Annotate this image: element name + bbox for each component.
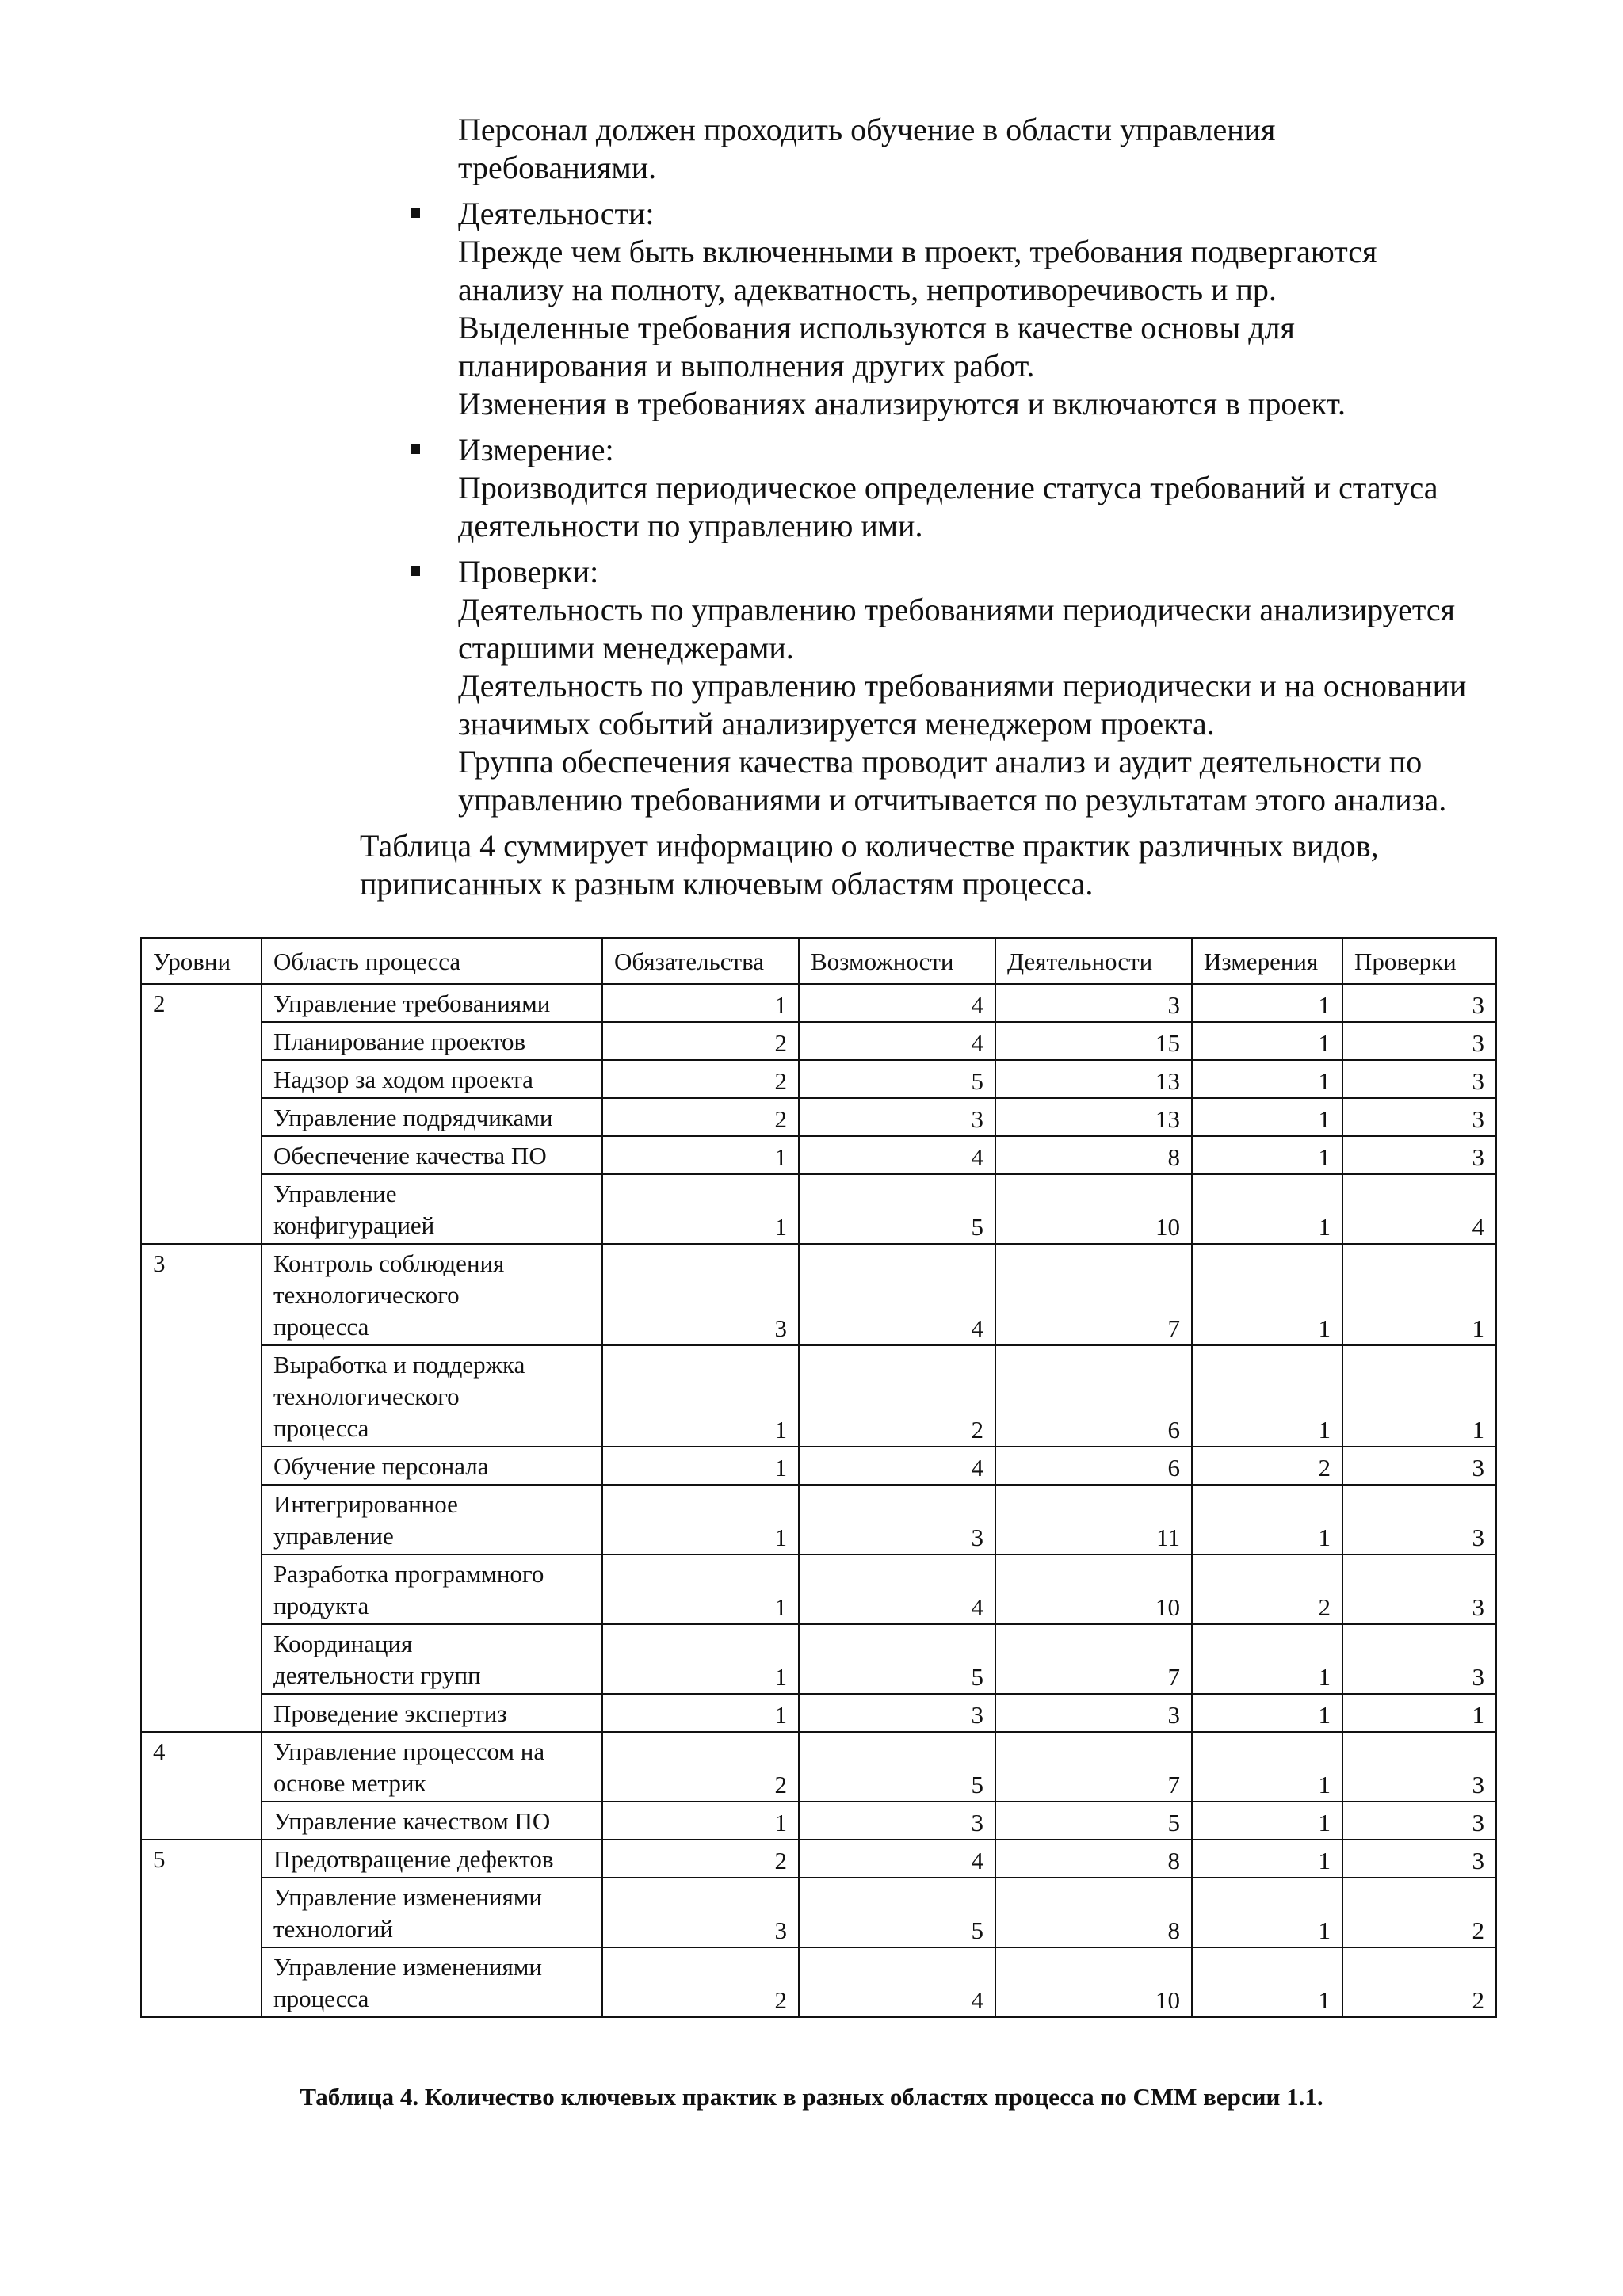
value-cell: 10: [995, 1947, 1192, 2017]
process-area-line: Управление процессом на: [273, 1737, 545, 1765]
process-area-line: процесса: [273, 1414, 369, 1442]
value-cell: 2: [602, 1947, 799, 2017]
table-row: [141, 1624, 1496, 1694]
value-cell: 1: [1192, 1878, 1342, 1947]
value-cell: 8: [995, 1136, 1192, 1174]
process-area-cell: [262, 984, 602, 1022]
bullet-title: Деятельности:: [458, 196, 655, 231]
value-cell: 3: [1342, 1624, 1496, 1694]
value-cell: 13: [995, 1060, 1192, 1098]
value-cell: 4: [799, 1947, 995, 2017]
value-cell: 1: [1192, 1694, 1342, 1732]
process-area-cell: [262, 1098, 602, 1136]
value-cell: 4: [799, 1022, 995, 1060]
practices-table: [140, 937, 1497, 2018]
value-cell: 1: [1342, 1244, 1496, 1345]
value-cell: 3: [1342, 1485, 1496, 1554]
table-caption: Таблица 4. Количество ключевых практик в разных областях процесса по CMM версии 1.1.: [300, 2083, 1323, 2111]
intro-line: требованиями.: [458, 150, 657, 185]
bullet-line: управлению требованиями и отчитывается по результатам этого анализа.: [458, 782, 1447, 818]
intro-line: Персонал должен проходить обучение в области управления: [458, 112, 1276, 147]
value-cell: 1: [1192, 1485, 1342, 1554]
process-area-cell: [262, 1694, 602, 1732]
value-cell: 1: [1192, 1098, 1342, 1136]
value-cell: 7: [995, 1624, 1192, 1694]
process-area-cell: [262, 1244, 602, 1345]
level-cell: 2: [141, 984, 262, 1244]
value-cell: 3: [995, 1694, 1192, 1732]
value-cell: 1: [602, 984, 799, 1022]
bullet-line: Прежде чем быть включенными в проект, требования подвергаются: [458, 234, 1377, 269]
process-area-line: процесса: [273, 1313, 369, 1341]
value-cell: 3: [1342, 1098, 1496, 1136]
value-cell: 5: [799, 1174, 995, 1244]
value-cell: 4: [1342, 1174, 1496, 1244]
value-cell: 5: [799, 1624, 995, 1694]
bullet-measurement: [0, 431, 1623, 545]
process-area-cell: [262, 1840, 602, 1878]
column-header: Возможности: [799, 938, 995, 984]
bullet-line: значимых событий анализируется менеджером проекта.: [458, 706, 1215, 742]
process-area-line: Координация: [273, 1630, 413, 1657]
table-row: [141, 1447, 1496, 1485]
table-row: [141, 1878, 1496, 1947]
process-area-line: деятельности групп: [273, 1661, 481, 1689]
process-area-cell: [262, 1345, 602, 1447]
process-area-cell: [262, 1136, 602, 1174]
value-cell: 2: [602, 1098, 799, 1136]
value-cell: 5: [799, 1060, 995, 1098]
table-body: [141, 984, 1496, 2017]
value-cell: 2: [602, 1732, 799, 1802]
process-area-line: Контроль соблюдения: [273, 1249, 505, 1277]
body-text: [0, 111, 1623, 903]
process-area-line: Планирование проектов: [273, 1028, 526, 1055]
value-cell: 4: [799, 1554, 995, 1624]
table-row: [141, 1802, 1496, 1840]
value-cell: 4: [799, 1244, 995, 1345]
value-cell: 3: [799, 1694, 995, 1732]
process-area-cell: [262, 1732, 602, 1802]
value-cell: 3: [602, 1878, 799, 1947]
value-cell: 4: [799, 984, 995, 1022]
process-area-cell: [262, 1060, 602, 1098]
process-area-line: продукта: [273, 1592, 369, 1619]
value-cell: 3: [1342, 1447, 1496, 1485]
square-bullet-icon: [411, 444, 420, 454]
value-cell: 1: [602, 1485, 799, 1554]
value-cell: 3: [1342, 1840, 1496, 1878]
table-row: [141, 1060, 1496, 1098]
bullet-line: старшими менеджерами.: [458, 630, 794, 666]
process-area-line: Управление подрядчиками: [273, 1104, 553, 1131]
value-cell: 3: [1342, 1022, 1496, 1060]
value-cell: 1: [1192, 1022, 1342, 1060]
value-cell: 6: [995, 1447, 1192, 1485]
value-cell: 10: [995, 1174, 1192, 1244]
bullet-line: анализу на полноту, адекватность, непротиворечивость и пр.: [458, 272, 1277, 307]
table-row: [141, 1174, 1496, 1244]
value-cell: 5: [799, 1878, 995, 1947]
value-cell: 1: [1192, 1732, 1342, 1802]
value-cell: 4: [799, 1447, 995, 1485]
table-row: [141, 1098, 1496, 1136]
square-bullet-icon: [411, 566, 420, 576]
bullet-line: планирования и выполнения других работ.: [458, 348, 1035, 383]
level-cell: 3: [141, 1244, 262, 1732]
process-area-line: конфигурацией: [273, 1211, 435, 1239]
value-cell: 2: [602, 1022, 799, 1060]
value-cell: 3: [995, 984, 1192, 1022]
value-cell: 1: [1192, 984, 1342, 1022]
value-cell: 2: [1192, 1447, 1342, 1485]
column-header: Деятельности: [995, 938, 1192, 984]
value-cell: 1: [1192, 1174, 1342, 1244]
process-area-cell: [262, 1174, 602, 1244]
value-cell: 1: [1192, 1244, 1342, 1345]
intro-paragraph: [458, 111, 1520, 187]
process-area-cell: [262, 1947, 602, 2017]
value-cell: 1: [1342, 1694, 1496, 1732]
process-area-line: технологий: [273, 1915, 393, 1943]
column-header: Проверки: [1342, 938, 1496, 984]
column-header: Область процесса: [262, 938, 602, 984]
table-row: [141, 1244, 1496, 1345]
value-cell: 1: [1192, 1345, 1342, 1447]
column-header: Обязательства: [602, 938, 799, 984]
value-cell: 2: [1192, 1554, 1342, 1624]
bullet-title: Измерение:: [458, 432, 614, 467]
process-area-line: Обеспечение качества ПО: [273, 1142, 547, 1169]
process-area-cell: [262, 1878, 602, 1947]
process-area-line: Управление изменениями: [273, 1953, 542, 1981]
table-row: [141, 1840, 1496, 1878]
process-area-cell: [262, 1802, 602, 1840]
value-cell: 1: [602, 1174, 799, 1244]
value-cell: 7: [995, 1732, 1192, 1802]
process-area-line: Проведение экспертиз: [273, 1699, 507, 1727]
value-cell: 2: [1342, 1947, 1496, 2017]
value-cell: 1: [1192, 1060, 1342, 1098]
value-cell: 1: [1192, 1840, 1342, 1878]
bullet-line: Выделенные требования используются в качестве основы для: [458, 310, 1295, 345]
table-row: [141, 1732, 1496, 1802]
process-area-line: Надзор за ходом проекта: [273, 1066, 533, 1093]
table-row: [141, 1345, 1496, 1447]
value-cell: 3: [1342, 1060, 1496, 1098]
value-cell: 8: [995, 1878, 1192, 1947]
process-area-line: Разработка программного: [273, 1560, 544, 1588]
process-area-line: Управление требованиями: [273, 990, 551, 1017]
value-cell: 3: [1342, 984, 1496, 1022]
summary-paragraph: [360, 827, 1525, 903]
table-row: [141, 1136, 1496, 1174]
table-row: [141, 1694, 1496, 1732]
level-cell: 4: [141, 1732, 262, 1840]
table-row: [141, 1947, 1496, 2017]
process-area-cell: [262, 1022, 602, 1060]
value-cell: 11: [995, 1485, 1192, 1554]
value-cell: 1: [1192, 1802, 1342, 1840]
value-cell: 3: [1342, 1554, 1496, 1624]
value-cell: 3: [799, 1098, 995, 1136]
process-area-line: Управление качеством ПО: [273, 1807, 551, 1835]
bullet-line: Деятельность по управлению требованиями периодически и на основании: [458, 668, 1467, 704]
process-area-line: Выработка и поддержка: [273, 1351, 525, 1379]
value-cell: 1: [1192, 1624, 1342, 1694]
value-cell: 1: [602, 1694, 799, 1732]
process-area-line: Управление: [273, 1180, 397, 1207]
value-cell: 1: [602, 1136, 799, 1174]
process-area-line: Предотвращение дефектов: [273, 1845, 554, 1873]
value-cell: 10: [995, 1554, 1192, 1624]
value-cell: 1: [602, 1554, 799, 1624]
value-cell: 2: [1342, 1878, 1496, 1947]
value-cell: 1: [602, 1447, 799, 1485]
value-cell: 13: [995, 1098, 1192, 1136]
value-cell: 4: [799, 1840, 995, 1878]
table-header-row: [141, 938, 1496, 984]
process-area-line: процесса: [273, 1985, 369, 2012]
value-cell: 3: [602, 1244, 799, 1345]
table-row: [141, 984, 1496, 1022]
value-cell: 5: [799, 1732, 995, 1802]
process-area-line: Управление изменениями: [273, 1883, 542, 1911]
table-row: [141, 1022, 1496, 1060]
bullet-verification: [0, 553, 1623, 819]
process-area-line: Обучение персонала: [273, 1452, 489, 1480]
table-row: [141, 1485, 1496, 1554]
value-cell: 5: [995, 1802, 1192, 1840]
process-area-line: основе метрик: [273, 1769, 426, 1797]
value-cell: 1: [602, 1802, 799, 1840]
summary-line: приписанных к разным ключевым областям процесса.: [360, 866, 1094, 902]
value-cell: 15: [995, 1022, 1192, 1060]
bullet-activities: [0, 195, 1623, 423]
level-cell: 5: [141, 1840, 262, 2017]
process-area-line: технологического: [273, 1281, 460, 1309]
value-cell: 1: [1192, 1136, 1342, 1174]
value-cell: 1: [1342, 1345, 1496, 1447]
process-area-cell: [262, 1624, 602, 1694]
value-cell: 6: [995, 1345, 1192, 1447]
value-cell: 1: [602, 1624, 799, 1694]
bullet-title: Проверки:: [458, 554, 599, 589]
value-cell: 8: [995, 1840, 1192, 1878]
value-cell: 2: [799, 1345, 995, 1447]
column-header: Измерения: [1192, 938, 1342, 984]
process-area-cell: [262, 1447, 602, 1485]
value-cell: 1: [602, 1345, 799, 1447]
value-cell: 1: [1192, 1947, 1342, 2017]
process-area-cell: [262, 1554, 602, 1624]
bullet-line: деятельности по управлению ими.: [458, 508, 923, 543]
summary-line: Таблица 4 суммирует информацию о количестве практик различных видов,: [360, 828, 1379, 864]
bullet-line: Производится периодическое определение статуса требований и статуса: [458, 470, 1438, 505]
bullet-line: Изменения в требованиях анализируются и включаются в проект.: [458, 386, 1346, 421]
value-cell: 3: [1342, 1136, 1496, 1174]
value-cell: 3: [799, 1802, 995, 1840]
process-area-line: Интегрированное: [273, 1490, 458, 1518]
bullet-line: Группа обеспечения качества проводит анализ и аудит деятельности по: [458, 744, 1423, 780]
column-header: Уровни: [141, 938, 262, 984]
square-bullet-icon: [411, 208, 420, 218]
value-cell: 3: [799, 1485, 995, 1554]
value-cell: 2: [602, 1060, 799, 1098]
value-cell: 3: [1342, 1732, 1496, 1802]
value-cell: 7: [995, 1244, 1192, 1345]
value-cell: 4: [799, 1136, 995, 1174]
process-area-line: управление: [273, 1522, 394, 1550]
process-area-line: технологического: [273, 1383, 460, 1410]
value-cell: 2: [602, 1840, 799, 1878]
value-cell: 3: [1342, 1802, 1496, 1840]
bullet-line: Деятельность по управлению требованиями периодически анализируется: [458, 592, 1455, 627]
table-row: [141, 1554, 1496, 1624]
process-area-cell: [262, 1485, 602, 1554]
